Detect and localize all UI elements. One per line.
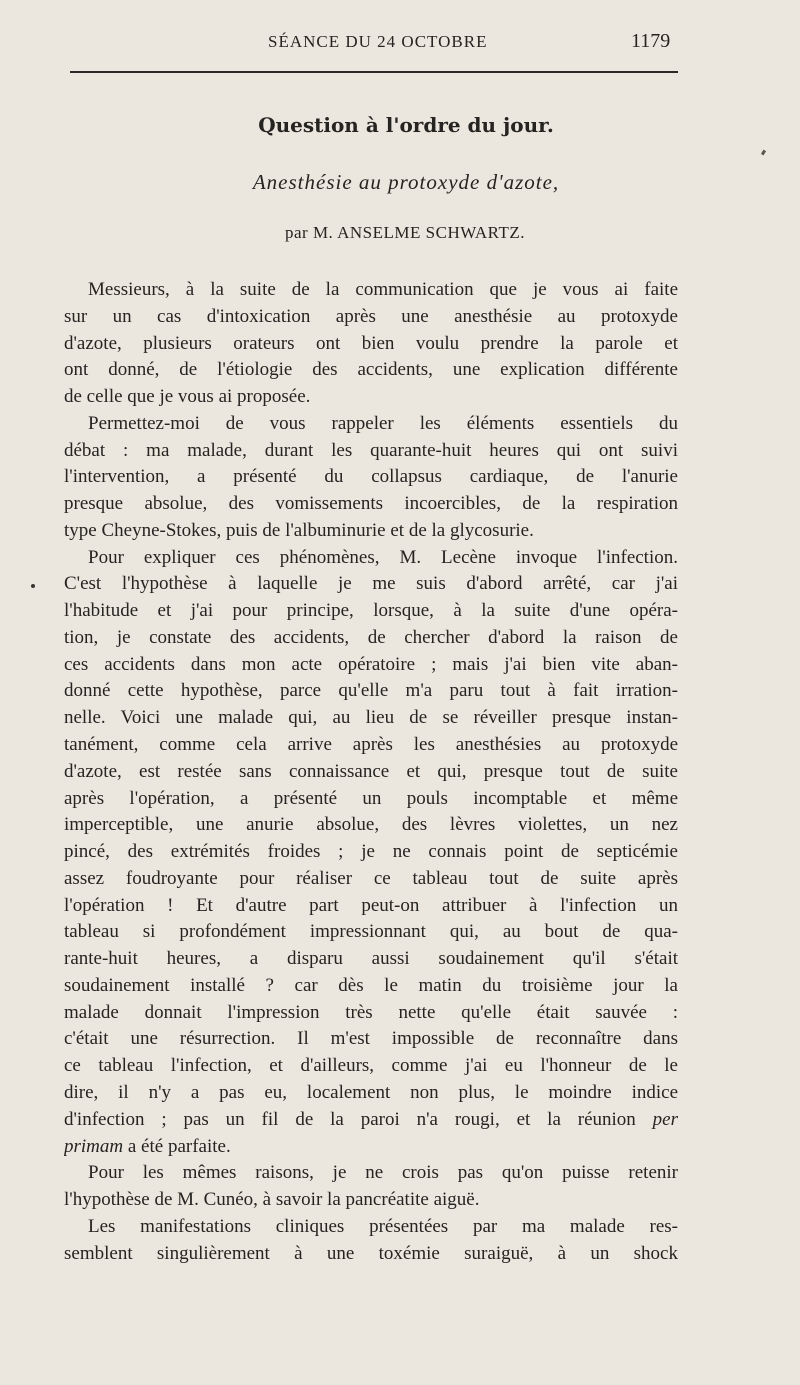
text-line: C'est l'hypothèse à laquelle je me suis d'abord arrêté, car j'ai xyxy=(64,573,678,595)
text-line: ces accidents dans mon acte opératoire ; mais j'ai bien vite aban- xyxy=(64,653,678,675)
text-line: l'intervention, a présenté du collapsus cardiaque, de l'anurie xyxy=(64,466,678,488)
text-line: tableau si profondément impressionnant qui, au bout de qua- xyxy=(64,921,678,943)
text-line: dire, il n'y a pas eu, localement non plus, le moindre indice xyxy=(64,1081,678,1103)
text-line: rante-huit heures, a disparu aussi soudainement qu'il s'était xyxy=(64,948,678,970)
text-line: sur un cas d'intoxication après une anesthésie au protoxyde xyxy=(64,305,678,327)
text-line: soudainement installé ? car dès le matin du troisième jour la xyxy=(64,974,678,996)
text-segment: d'infection ; pas un fil de la paroi n'a rougi, et la réunion xyxy=(64,1108,636,1130)
text-line: après l'opération, a présenté un pouls incomptable et même xyxy=(64,787,678,809)
text-line: Pour les mêmes raisons, je ne crois pas qu'on puisse retenir xyxy=(88,1162,678,1184)
text-line: c'était une résurrection. Il m'est impossible de reconnaître dans xyxy=(64,1028,678,1050)
text-line-with-italic xyxy=(64,1107,678,1134)
text-line: l'opération ! Et d'autre part peut-on attribuer à l'infection un xyxy=(64,894,678,916)
text-line: type Cheyne-Stokes, puis de l'albuminurie et de la glycosurie. xyxy=(64,519,534,541)
text-line: assez foudroyante pour réaliser ce tableau tout de suite après xyxy=(64,867,678,889)
text-line: l'hypothèse de M. Cunéo, à savoir la pancréatite aiguë. xyxy=(64,1189,480,1211)
text-line: débat : ma malade, durant les quarante-huit heures qui ont suivi xyxy=(64,439,678,461)
text-line: tanément, comme cela arrive après les anesthésies au protoxyde xyxy=(64,734,678,756)
header-title: SÉANCE DU 24 OCTOBRE xyxy=(268,32,488,51)
section-title: Question à l'ordre du jour. xyxy=(258,113,554,137)
text-line: imperceptible, une anurie absolue, des lèvres violettes, un nez xyxy=(64,814,678,836)
text-line: Pour expliquer ces phénomènes, M. Lecène invoque l'infection. xyxy=(88,546,678,568)
text-line: presque absolue, des vomissements incoercibles, de la respiration xyxy=(64,493,678,515)
author-byline: par M. ANSELME SCHWARTZ. xyxy=(284,223,525,242)
text-line: semblent singulièrement à une toxémie suraiguë, à un shock xyxy=(64,1242,678,1264)
text-line: Permettez-moi de vous rappeler les éléments essentiels du xyxy=(88,412,678,434)
text-line: Les manifestations cliniques présentées par ma malade res- xyxy=(88,1215,678,1237)
corner-mark xyxy=(761,150,766,156)
text-line: ce tableau l'infection, et d'ailleurs, comme j'ai eu l'honneur de le xyxy=(64,1055,678,1077)
text-line-with-italic xyxy=(64,1134,678,1161)
article-subtitle: Anesthésie au protoxyde d'azote, xyxy=(252,170,560,194)
text-line: d'azote, plusieurs orateurs ont bien voulu prendre la parole et xyxy=(64,332,678,354)
text-line: donné cette hypothèse, parce qu'elle m'a paru tout à fait irration- xyxy=(64,680,678,702)
text-line: nelle. Voici une malade qui, au lieu de se réveiller presque instan- xyxy=(64,707,678,729)
text-line: Messieurs, à la suite de la communication que je vous ai faite xyxy=(88,279,678,300)
text-line: malade donnait l'impression très nette qu'elle était sauvée : xyxy=(64,1001,678,1023)
italic-word-primam: primam xyxy=(64,1135,124,1157)
text-line: pincé, des extrémités froides ; je ne connais point de septicémie xyxy=(64,841,678,863)
text-line: l'habitude et j'ai pour principe, lorsque, à la suite d'une opéra- xyxy=(64,600,678,622)
running-header xyxy=(0,28,800,58)
header-rule xyxy=(70,71,678,73)
text-line: d'azote, est restée sans connaissance et qui, presque tout de suite xyxy=(64,760,678,782)
body-text xyxy=(64,277,678,1267)
text-segment: a été parfaite. xyxy=(123,1135,231,1157)
text-line: de celle que je vous ai proposée. xyxy=(64,386,311,408)
text-line: ont donné, de l'étiologie des accidents, une explication différente xyxy=(64,359,678,381)
page-number: 1179 xyxy=(631,30,671,52)
italic-word-per: per xyxy=(652,1108,678,1130)
margin-mark xyxy=(31,584,35,588)
text-line: tion, je constate des accidents, de chercher d'abord la raison de xyxy=(64,626,678,648)
